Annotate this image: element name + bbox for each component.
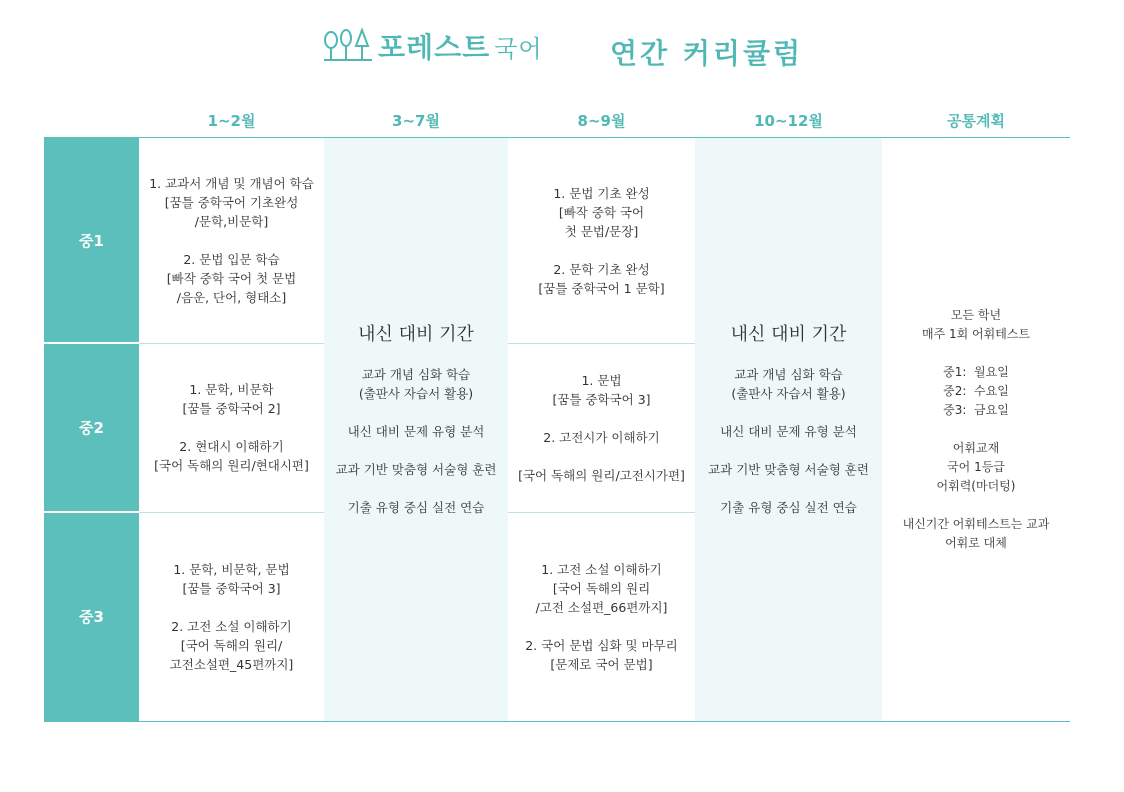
row-label-grade3: 중3	[44, 512, 139, 721]
column-header-8-9: 8~9월	[577, 112, 626, 130]
exam-period-item: 기출 유형 중심 실전 연습	[347, 500, 485, 515]
cell-grade3-aug-sep: 1. 고전 소설 이해하기 [국어 독해의 원리 /고전 소설편_66편까지] 2. 국어 문법 심화 및 마무리 [문제로 국어 문법]	[525, 561, 678, 672]
column-header-common: 공통계획	[947, 112, 1005, 130]
exam-period-item: 교과 개념 심화 학습 (출판사 자습서 활용)	[358, 367, 474, 401]
exam-period-item: 내신 대비 문제 유형 분석	[347, 424, 485, 439]
page-title: 연간 커리큘럼	[610, 37, 804, 70]
exam-period-item: 내신 대비 문제 유형 분석	[720, 424, 857, 439]
exam-period-item: 기출 유형 중심 실전 연습	[720, 500, 857, 515]
exam-period-item: 교과 기반 맞춤형 서술형 훈련	[335, 462, 497, 477]
column-header-10-12: 10~12월	[754, 112, 823, 130]
row-label-grade1: 중1	[44, 138, 139, 343]
exam-period-title: 내신 대비 기간	[730, 324, 847, 345]
cell-grade3-jan-feb: 1. 문학, 비문학, 문법 [꿈틀 중학국어 3] 2. 고전 소설 이해하기 [국어 독해의 원리/ 고전소설편_45편까지]	[169, 561, 294, 672]
exam-period-mar-jul	[324, 138, 508, 721]
column-header-3-7: 3~7월	[392, 112, 440, 130]
exam-period-title: 내신 대비 기간	[358, 324, 474, 345]
brand-logo	[322, 22, 543, 66]
common-plan: 모든 학년 매주 1회 어휘테스트 중1: 월요일 중2: 수요일 중3: 금요일 어휘교재 국어 1등급 어휘력(마더텅) 내신기간 어휘테스트는 교과 어휘로 대체	[902, 308, 1050, 550]
cell-grade2-aug-sep: 1. 문법 [꿈틀 중학국어 3] 2. 고전시가 이해하기 [국어 독해의 원리/고전시가편]	[518, 372, 685, 483]
exam-period-item: 교과 기반 맞춤형 서술형 훈련	[708, 462, 869, 477]
column-header-1-2: 1~2월	[207, 112, 256, 130]
trees-icon	[322, 26, 374, 66]
row-separator	[44, 342, 139, 344]
brand-main: 포레스트	[378, 31, 491, 64]
cell-grade1-aug-sep: 1. 문법 기초 완성 [빠작 중학 국어 첫 문법/문장] 2. 문학 기초 완성 [꿈틀 중학국어 1 문학]	[538, 185, 665, 296]
table-bottom-border	[44, 721, 1070, 722]
cell-grade2-jan-feb: 1. 문학, 비문학 [꿈틀 중학국어 2] 2. 현대시 이해하기 [국어 독해의 원리/현대시편]	[154, 382, 309, 473]
exam-period-item: 교과 개념 심화 학습 (출판사 자습서 활용)	[731, 367, 846, 401]
row-label-grade2: 중2	[44, 343, 139, 512]
cell-grade1-jan-feb: 1. 교과서 개념 및 개념어 학습 [꿈틀 중학국어 기초완성 /문학,비문학] 2. 문법 입문 학습 [빠작 중학 국어 첫 문법 /음운, 단어, 형태소]	[149, 176, 314, 305]
exam-period-oct-dec	[695, 138, 882, 721]
header	[0, 18, 1124, 78]
brand-sub: 국어	[494, 35, 543, 63]
brand-name	[378, 31, 543, 66]
row-separator	[44, 511, 139, 513]
